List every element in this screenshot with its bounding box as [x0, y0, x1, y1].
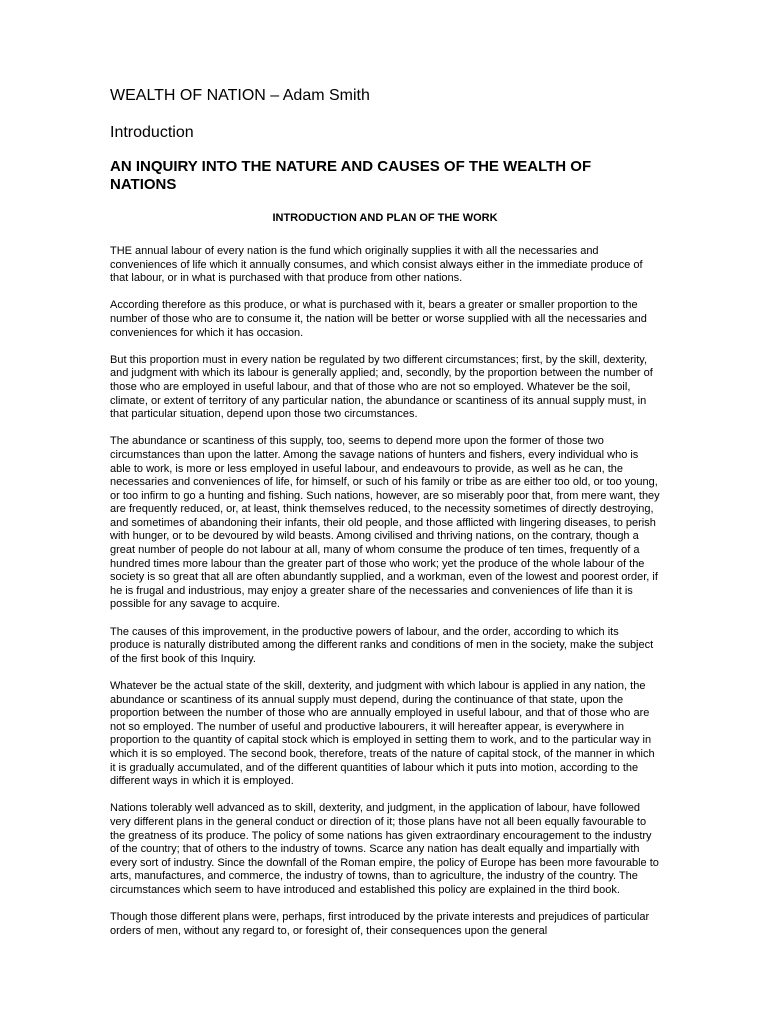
document-title: WEALTH OF NATION – Adam Smith — [110, 87, 370, 104]
work-heading: AN INQUIRY INTO THE NATURE AND CAUSES OF THE WEALTH OF NATIONS — [110, 158, 592, 193]
paragraph: The causes of this improvement, in the productive powers of labour, and the order, according to which its produce is naturally distributed among the different ranks and conditions of men in the society, make the subject of the first book of this Inquiry. — [110, 625, 654, 665]
paragraph: Though those different plans were, perhaps, first introduced by the private interests and prejudices of particular orders of men, without any regard to, or foresight of, their consequences upon the general — [110, 911, 650, 937]
section-title: Introduction — [110, 124, 194, 141]
paragraph: According therefore as this produce, or what is purchased with it, bears a greater or smaller proportion to the number of those who are to consume it, the nation will be better or worse supplied with all the necessaries and conveniences for which it has occasion. — [110, 299, 647, 339]
paragraph: Nations tolerably well advanced as to skill, dexterity, and judgment, in the application of labour, have followed very different plans in the general conduct or direction of it; those plans have not all been equally favourable to the greatness of its produce. The policy of some nations has given extraordinary encouragement to the industry of the country; that of others to the industry of towns. Scarce any nation has dealt equally and impartially with every sort of industry. Since the downfall of the Roman empire, the policy of Europe has been more favourable to arts, manufactures, and commerce, the industry of towns, than to agriculture, the industry of the country. The circumstances which seem to have introduced and established this policy are explained in the third book. — [110, 802, 659, 896]
paragraph: But this proportion must in every nation be regulated by two different circumstances; first, by the skill, dexterity, and judgment with which its labour is generally applied; and, secondly, by the proportion between the number of those who are employed in useful labour, and that of those who are not so employed. Whatever be the soil, climate, or extent of territory of any particular nation, the abundance or scantiness of its annual supply must, in that particular situation, depend upon those two circumstances. — [110, 353, 653, 421]
document-content — [110, 86, 660, 952]
paragraph: Whatever be the actual state of the skill, dexterity, and judgment with which labour is applied in any nation, the abundance or scantiness of its annual supply must depend, during the continuance of that state, upon the proportion between the number of those who are annually employed in useful labour, and that of those who are not so employed. The number of useful and productive labourers, it will hereafter appear, is everywhere in proportion to the quantity of capital stock which is employed in setting them to work, and to the particular way in which it is so employed. The second book, therefore, treats of the nature of capital stock, of the manner in which it is gradually accumulated, and of the different quantities of labour which it puts into motion, according to the different ways in which it is employed. — [110, 680, 655, 788]
chapter-subheading: INTRODUCTION AND PLAN OF THE WORK — [272, 212, 498, 224]
paragraph: The abundance or scantiness of this supply, too, seems to depend more upon the former of those two circumstances than upon the latter. Among the savage nations of hunters and fishers, every individual who is able to work, is more or less employed in useful labour, and endeavours to provide, as well as he can, the necessaries and conveniences of life, for himself, or such of his family or tribe as are either too old, or too young, or too infirm to go a hunting and fishing. Such nations, however, are so miserably poor that, from mere want, they are frequently reduced, or, at least, think themselves reduced, to the necessity sometimes of directly destroying, and sometimes of abandoning their infants, their old people, and those afflicted with lingering diseases, to perish with hunger, or to be devoured by wild beasts. Among civilised and thriving nations, on the contrary, though a great number of people do not labour at all, many of whom consume the produce of ten times, frequently of a hundred times more labour than the greater part of those who work; yet the produce of the whole labour of the society is so great that all are often abundantly supplied, and a workman, even of the lowest and poorest order, if he is frugal and industrious, may enjoy a greater share of the necessaries and conveniences of life than it is possible for any savage to acquire. — [110, 435, 660, 611]
paragraph: THE annual labour of every nation is the fund which originally supplies it with all the necessaries and conveniences of life which it annually consumes, and which consist always either in the immediate produce of that labour, or in what is purchased with that produce from other nations. — [110, 245, 643, 285]
